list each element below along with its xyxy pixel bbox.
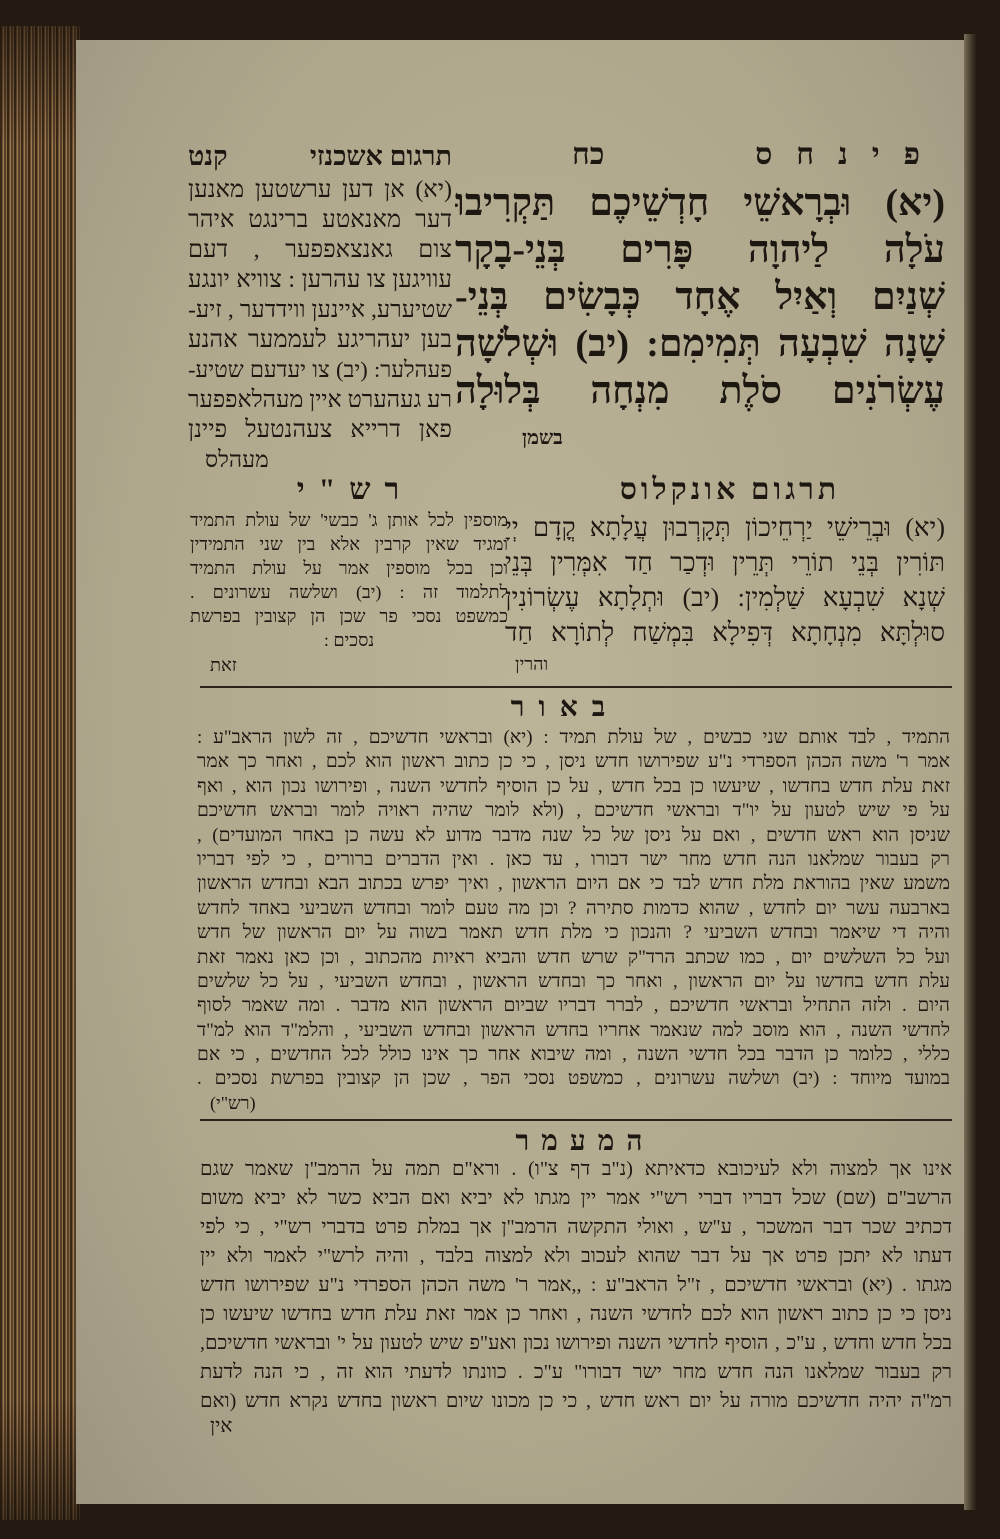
biur-line: ועל כל השלשים יום , כמו שכתב הרד"ק שרש חדש והביא ראיות מהכתוב , וכן כאן נאמר זאת	[197, 946, 950, 968]
targum-ashkenazi-heading: תרגום אשכנזי	[309, 140, 452, 171]
biur-line: התמיד , לבד אותם שני כבשים , של עולת תמיד : (יא) ובראשי חדשיכם , זה לשון הראב"ע :	[197, 727, 950, 748]
targum-ashkenazi-line: (יא) אן דען ערשטען מאנען	[188, 177, 452, 203]
page-edges-shadow	[0, 26, 80, 1520]
hameamer-line: רמ"ה יהיה חדשיכם מורה על יום ראש חדש , כי כן מכונו שיום ראשון בחדש נקרא חדש (ואם	[200, 1390, 952, 1412]
biur-line: זאת עלת חדש בחדשו , שיעשו כן בכל חדש , על כן הוסיף לחדשי השנה , ופירושו נכון הוא , ואף	[197, 775, 950, 797]
torah-text-line: שָׁנָה שִׁבְעָה תְּמִימִם: (יב) וּשְׁלֹשָׁה	[455, 323, 945, 365]
onkelos-catchword: והרין	[515, 654, 549, 674]
torah-text	[455, 180, 945, 415]
book-gutter	[964, 34, 978, 1510]
targum-ashkenazi-line: פעהלער: (יב) צו יעדעם שטיע-	[188, 357, 452, 382]
biur-line: במועד מיוחד : (יב) ושלשה עשרונים , כמשפט נסכי הפר , שכן הן קצובין בפרשת נסכים .	[197, 1068, 950, 1090]
hameamer-text	[200, 1155, 952, 1416]
onkelos-line: תּוֹרִין בְּנֵי תוֹרֵי תְּרֵין וּדְכַר חַד אִמְּרִין בְּנֵי	[505, 548, 945, 577]
torah-text-line: שְׁנַיִם וְאַיִל אֶחָד כְּבָשִׂים בְּנֵי-	[455, 276, 945, 318]
targum-ashkenazi-text	[188, 175, 452, 445]
biur-line: רק בעבור שמלאנו הנה חדש מחר ישר דבורו , עד כאן . ואין הדברים ברורים , כי לפי דבריו	[197, 848, 950, 870]
biur-line: עלת חדש בחדשו על יום הראשון , ואחר כך ובחדש הראשון , ובחדש השביעי , על כל שלשים	[197, 970, 950, 992]
rashi-line: כמשפט נסכי פר שכן הן קצובין בפרשת	[190, 606, 508, 626]
onkelos-line: שְׁנָא שִׁבְעָא שַׁלְמִין: (יב) וּתְלָתָא עֶשְׂרוֹנִין	[505, 583, 945, 612]
hameamer-line: אינו אך למצוה ולא לעיכובא כדאיתא (נ"ב דף צ"ו) . ורא"ם תמה על הרמב"ן שאמר שגם	[200, 1158, 952, 1180]
section-divider	[200, 686, 952, 688]
rashi-line: מוספין לכל אותן ג' כבשי' של עולת התמיד	[190, 510, 508, 530]
torah-text-line: עֶשְׂרֹנִים סֹלֶת מִנְחָה בְּלוּלָה	[455, 370, 945, 412]
rashi-line: לתלמוד זה : (יב) ושלשה עשרונים .	[190, 582, 508, 602]
biur-line: כללי , כלומר כן הדבר בכל חדשי השנה , ומה שיבוא אחר כך אינו כולל לכל החדשים , כי אם	[197, 1044, 950, 1066]
hameamer-line: בכל חדש וחדש , ע"כ , הוסיף לחדשי השנה ופירושו נכון ואע"פ שיש לטעון על י' ובראשי חדשיכם,	[200, 1332, 952, 1354]
targum-ashkenazi-line: בען יעהריגע לעממער אהנע	[188, 327, 452, 353]
biur-line: שניסן הוא ראש חדשים , ואם על ניסן של כל שנה מדבר מדוע לא עשה כן באחר המועדים) ,	[197, 824, 950, 846]
hameamer-line: הרשב"ם (שם) שכל דבריו דברי רש"י אמר יין מגתו לא יביא ואם הביא כשר לא יביא משום	[200, 1187, 952, 1209]
onkelos-line: (יא) וּבְרֵישֵׁי יַרְחֵיכוֹן תְּקָרְבוּן עֲלָתָא קֳדָם יְיָ	[505, 513, 945, 542]
rashi-title: רש"י	[296, 473, 414, 506]
biur-line: על פי שיש לטעון על יו"ד ובראשי חדשיכם , (ולא לומר שהיה ראויה לומר ובראש חדשיכם	[197, 800, 950, 822]
page-number: קנט	[188, 140, 228, 171]
hameamer-line: דעתו לא יתכן פרט אך על דבר שהוא לעכוב ולא למצוה בלבד , והיה לרש"י לאמר ולא יין	[200, 1245, 952, 1267]
rashi-line: וכן בכל מוספין אמר על עולת התמיד	[190, 558, 508, 578]
targum-ashkenazi-line: פאן דרייא צעהנטעל פיינן	[188, 417, 452, 443]
biur-line: בארבעה עשר יום לחדש , שהוא כדמות סתירה ? וכן מה טעם לומר ובחדש השביעי באחד לחדש	[197, 897, 950, 919]
rashi-line: נסכים :	[323, 630, 375, 650]
torah-text-line: (יא) וּבְרָאשֵׁי חָדְשֵׁיכֶם תַּקְרִיבוּ	[455, 182, 945, 224]
section-divider	[200, 1119, 952, 1121]
targum-ashkenazi-line: עוויגען צו עהרען : צוויא יונגע	[188, 267, 452, 293]
targum-ashkenazi-line: שטיערע, איינען ווידדער , זיע-	[188, 297, 452, 323]
hameamer-title: המעמר	[515, 1126, 655, 1157]
rashi-line: ומגיד שאין קרבין אלא בין שני התמידין	[190, 534, 508, 554]
biur-title: באור	[510, 692, 620, 723]
hameamer-line: רק בעבור שמלאנו הנה חדש מחר ישר דבורו" ע"כ . כוונתו לדעתי הוא זה , כי הנה לדעת	[200, 1361, 952, 1383]
torah-text-line: עֹלָה לַיהוָה פָּרִים בְּנֵי-בָקָר	[455, 229, 945, 271]
running-head-torah	[572, 134, 944, 176]
targum-onkelos-text	[505, 510, 945, 650]
targum-ashkenazi-line: רע געהערט איין מעהלאפפער	[188, 387, 452, 413]
targum-ashkenazi-line: דער מאנאטע ברינגט איהר	[188, 207, 452, 233]
targum-ashkenazi-line: צום גאנצאפפער , דעם	[188, 237, 452, 263]
onkelos-line: סוּלְתָּא מִנְחָתָא דְּפִילָא בִּמְשַׁח לְתוֹרָא חַד	[505, 618, 945, 647]
parasha-name: פינחס	[755, 138, 944, 171]
hameamer-catchword: אין	[210, 1415, 233, 1437]
biur-line: אמר ר' משה הכהן הספרדי נ"ע שפירושו חדש ניסן , כי כן כתוב ראשון הוא לכם , ואחר כך אמר	[197, 751, 950, 773]
running-head-targum	[188, 136, 452, 176]
hameamer-line: מגתו . (יא) ובראשי חדשיכם , ז"ל הראב"ע : ,,אמר ר' משה הכהן הספרדי נ"ע שפירושו חדש	[200, 1274, 952, 1296]
targum-ashkenazi-catchword: מעהלס	[205, 447, 269, 472]
biur-line: והיה די שיאמר ובחדש השביעי ? והנכון כי מלת חדש תאמר בשוה על יום הראשון של חדש	[197, 922, 950, 944]
biur-line: משמע שאין בהוראת מלת חדש לבד כי אם היום הראשון , ואיך יפרש בכתוב הבא ובחדש הראשון	[197, 873, 950, 895]
hameamer-line: דכתיב שכר דבר המשכר , ע"ש , ואולי התקשה הרמב"ן אך במלת פרט בדברי רש"י , כי לפי	[200, 1216, 952, 1238]
biur-line: היום . ולזה התחיל ובראשי חדשיכם , לברר דבריו שביום הראשון הוא מדבר . ומה שאמר לסוף	[197, 995, 950, 1017]
hameamer-line: ניסן כי כן כתוב ראשון הוא לכם לחדשי השנה , ואחר כן אמר זאת עלת חדש בחדשו שיעשו כן	[200, 1303, 952, 1325]
targum-onkelos-title: תרגום אונקלוס	[619, 473, 841, 506]
chapter-number: כח	[572, 138, 605, 171]
biur-source-citation: (רש"י)	[210, 1093, 256, 1113]
rashi-text	[190, 508, 508, 652]
biur-line: לחדשי השנה , הוא מוסב למה שנאמר אחריו בחדש הראשון ובחדש השביעי , והלמ"ד הוא למ"ד	[197, 1019, 950, 1041]
torah-catchword: בשמן	[522, 427, 563, 449]
biur-text	[197, 726, 950, 1092]
rashi-catchword: זאת	[210, 655, 237, 675]
